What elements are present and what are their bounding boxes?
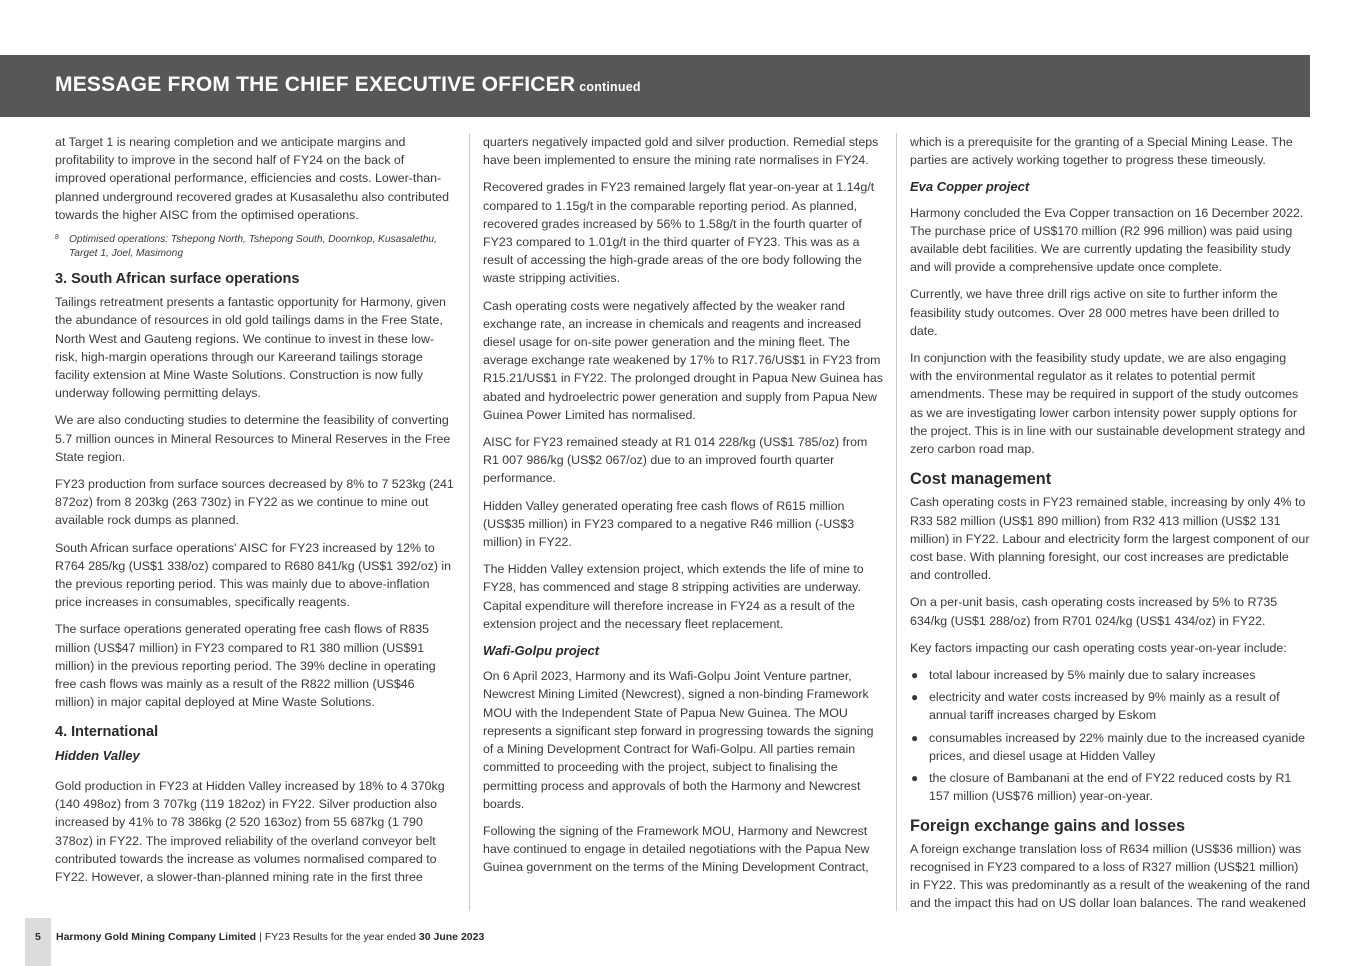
paragraph: AISC for FY23 remained steady at R1 014 228/kg (US$1 785/oz) from R1 007 986/kg (US$2 067/oz) due to an improved fourth quarter performance.	[483, 435, 868, 486]
paragraph: Key factors impacting our cash operating costs year-on-year include:	[910, 640, 1287, 655]
column-divider	[469, 133, 470, 911]
paragraph: Tailings retreatment presents a fantastic opportunity for Harmony, given the abundance of resources in old gold tailings dams in the Free State, North West and Gauteng regions. We continue to invest in these low-risk, high-margin operations through our Kareerand tailings storage facility extension at Mine Waste Solutions. Construction is now fully underway following permitting delays.	[55, 295, 446, 401]
paragraph: Cash operating costs in FY23 remained stable, increasing by only 4% to R33 582 million (US$1 890 million) from R32 413 million (US$2 131 million) in FY22. Labour and electricity form the largest component of our cost base. With planning foresight, our cost increases are predictable and controlled.	[910, 495, 1310, 583]
paragraph: Currently, we have three drill rigs active on site to further inform the feasibility study outcomes. Over 28 000 metres have been drilled to date.	[910, 287, 1280, 338]
list-item	[910, 729, 1310, 765]
page-title	[55, 73, 641, 97]
section-heading: Foreign exchange gains and losses	[910, 816, 1186, 835]
paragraph: The surface operations generated operating free cash flows of R835 million (US$47 million) in FY23 compared to R1 380 million (US$91 million) in the previous reporting period. The 39% decline in operating free cash flows was mainly as a result of the R822 million (US$46 million) in major capital deployed at Mine Waste Solutions.	[55, 622, 436, 710]
bullet-icon: ●	[911, 668, 919, 683]
paragraph: Gold production in FY23 at Hidden Valley increased by 18% to 4 370kg (140 498oz) from 3 707kg (119 182oz) in FY22. Silver production also increased by 41% to 78 386kg (2 520 163oz) from 55 687kg (1 790 378oz) in FY22. The improved reliability of the overland conveyor belt contributed towards the increase as volumes normalised compared to FY22. However, a slower-than-planned mining rate in the first three	[55, 778, 445, 884]
subsection-heading: Wafi-Golpu project	[483, 643, 600, 659]
column-divider	[896, 133, 897, 911]
paragraph: The Hidden Valley extension project, which extends the life of mine to FY28, has commenced and stage 8 stripping activities are underway. Capital expenditure will therefore increase in FY24 as a result of the extension project and the necessary fleet replacement.	[483, 562, 864, 631]
footnote	[55, 233, 455, 260]
subsection-heading: Hidden Valley	[55, 747, 140, 763]
page-footer	[0, 918, 1365, 966]
list-item-text: electricity and water costs increased by 9% mainly as a result of annual tariff increases charged by Eskom	[929, 690, 1280, 723]
header-title-text: MESSAGE FROM THE CHIEF EXECUTIVE OFFICER	[55, 73, 576, 96]
bullet-icon: ●	[911, 690, 919, 705]
paragraph: We are also conducting studies to determine the feasibility of converting 5.7 million ounces in Mineral Resources to Mineral Reserves in the Free State region.	[55, 413, 451, 464]
footnote-marker: 8	[55, 234, 59, 242]
paragraph: On 6 April 2023, Harmony and its Wafi-Golpu Joint Venture partner, Newcrest Mining Limited (Newcrest), signed a non-binding Framework MOU with the Independent State of Papua New Guinea. The MOU represents a significant step forward in progressing towards the signing of a Mining Development Contract for Wafi-Golpu. All parties remain committed to proceeding with the project, subject to finalising the permitting process and approvals of both the Harmony and Newcrest boards.	[483, 669, 874, 811]
paragraph: quarters negatively impacted gold and silver production. Remedial steps have been implemented to ensure the mining rate normalises in FY24.	[483, 135, 879, 168]
list-item	[910, 688, 1310, 724]
column-1	[55, 133, 455, 895]
page-number-box	[25, 918, 51, 966]
report-date: 30 June 2023	[418, 931, 485, 943]
header-title-suffix: continued	[579, 80, 641, 94]
page-number: 5	[35, 931, 41, 943]
bullet-list	[910, 666, 1310, 805]
paragraph: Hidden Valley generated operating free cash flows of R615 million (US$35 million) in FY23 compared to a negative R46 million (-US$3 million) in FY22.	[483, 498, 855, 550]
paragraph: which is a prerequisite for the granting of a Special Mining Lease. The parties are actively working together to progress these timeously.	[910, 135, 1293, 168]
bullet-icon: ●	[911, 730, 919, 745]
paragraph: A foreign exchange translation loss of R634 million (US$36 million) was recognised in FY23 compared to a loss of R327 million (US$21 million) in FY22. This was predominantly as a result of the weakening of the rand and the impact this had on US dollar loan balances. The rand weakened	[910, 841, 1310, 911]
column-3	[910, 133, 1310, 922]
section-heading: 3. South African surface operations	[55, 271, 300, 288]
paragraph: Cash operating costs were negatively affected by the weaker rand exchange rate, an increase in chemicals and reagents and increased diesel usage for on-site power generation and the mining fleet. The average exchange rate weakened by 17% to R17.76/US$1 in FY23 from R15.21/US$1 in FY22. The prolonged drought in Papua New Guinea has abated and hydroelectric power generation and supply from Papua New Guinea Power Limited has normalised.	[483, 298, 883, 422]
bullet-icon: ●	[911, 771, 919, 786]
section-heading: Cost management	[910, 470, 1052, 489]
column-2	[483, 133, 883, 886]
paragraph: Following the signing of the Framework MOU, Harmony and Newcrest have continued to engage in detailed negotiations with the Papua New Guinea government on the terms of the Mining Development Contract,	[483, 823, 870, 875]
section-heading: 4. International	[55, 724, 159, 741]
list-item	[910, 666, 1310, 684]
paragraph: South African surface operations' AISC for FY23 increased by 12% to R764 285/kg (US$1 338/oz) compared to R680 841/kg (US$1 392/oz) in the previous reporting period. This was mainly due to above-inflation price increases in consumables, specifically reagents.	[55, 540, 452, 610]
list-item-text: total labour increased by 5% mainly due to salary increases	[929, 668, 1256, 683]
paragraph: On a per-unit basis, cash operating costs increased by 5% to R735 634/kg (US$1 288/oz) from R701 024/kg (US$1 434/oz) in FY22.	[910, 595, 1278, 628]
paragraph: at Target 1 is nearing completion and we anticipate margins and profitability to improve in the second half of FY24 on the back of improved operational performance, efficiencies and costs. Lower-than-planned underground recovered grades at Kusasalethu also contributed towards the higher AISC from the optimised operations.	[55, 135, 450, 222]
page-header	[0, 55, 1310, 117]
list-item	[910, 769, 1310, 805]
list-item-text: consumables increased by 22% mainly due to the increased cyanide prices, and diesel usage at Hidden Valley	[929, 730, 1306, 763]
list-item-text: the closure of Bambanani at the end of FY22 reduced costs by R1 157 million (US$76 million) year-on-year.	[929, 771, 1292, 804]
subsection-heading: Eva Copper project	[910, 179, 1030, 195]
paragraph: FY23 production from surface sources decreased by 8% to 7 523kg (241 872oz) from 8 203kg (263 730z) in FY22 as we continue to mine out available rock dumps as planned.	[55, 477, 454, 528]
company-name: Harmony Gold Mining Company Limited	[56, 931, 257, 943]
paragraph: Recovered grades in FY23 remained largely flat year-on-year at 1.14g/t compared to 1.15g/t in the comparable reporting period. As planned, recovered grades increased by 56% to 1.58g/t in the fourth quarter of FY23 compared to 1.01g/t in the third quarter of FY23. This was as a result of accessing the high-grade areas of the ore body following the waste stripping activities.	[483, 180, 875, 286]
footnote-text: Optimised operations: Tshepong North, Tshepong South, Doornkop, Kusasalethu, Target 1, Joel, Masimong	[69, 234, 437, 259]
paragraph: In conjunction with the feasibility study update, we are also engaging with the environmental regulator as it relates to potential permit amendments. These may be required in support of the study outcomes as we are investigating lower carbon intensity power supply options for the project. This is in line with our sustainable development strategy and zero carbon road map.	[910, 351, 1306, 457]
report-title: FY23 Results for the year ended	[264, 931, 416, 943]
footer-text	[56, 931, 484, 943]
footer-separator: |	[259, 931, 262, 943]
paragraph: Harmony concluded the Eva Copper transaction on 16 December 2022. The purchase price of US$170 million (R2 996 million) was paid using available debt facilities. We are currently updating the feasibility study and will provide a comprehensive update once complete.	[910, 205, 1304, 275]
